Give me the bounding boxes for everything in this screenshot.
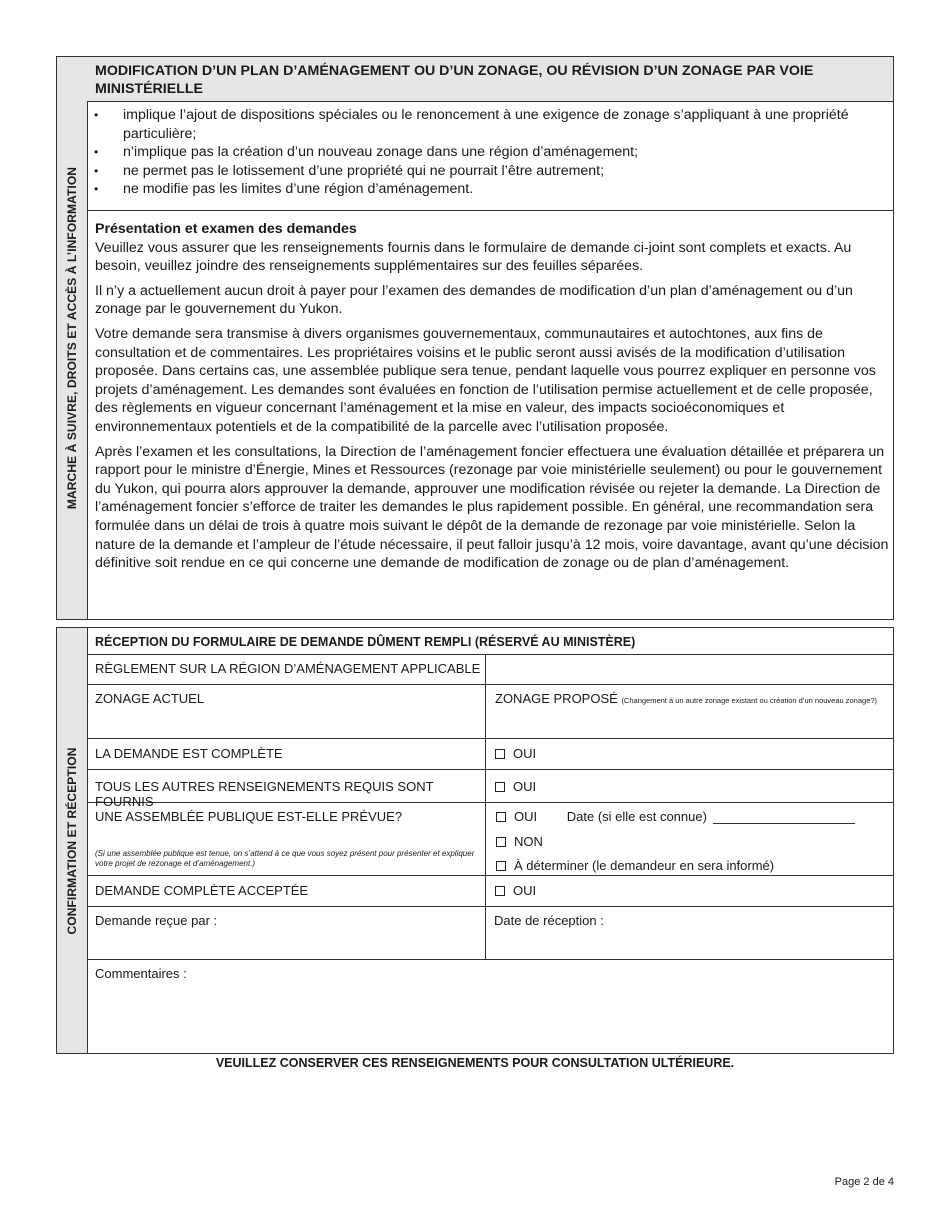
commentaires-label: Commentaires : — [95, 966, 187, 981]
date-reception-label: Date de réception : — [494, 913, 604, 928]
presentation-block — [95, 220, 891, 579]
recue-par-label: Demande reçue par : — [95, 913, 218, 928]
presentation-title: Présentation et examen des demandes — [95, 221, 357, 237]
reception-header: RÉCEPTION DU FORMULAIRE DE DEMANDE DÛMENT REMPLI (RÉSERVÉ AU MINISTÈRE) — [95, 635, 636, 649]
zonage-actuel-field[interactable] — [87, 685, 486, 738]
oui-label: OUI — [513, 883, 537, 898]
list-item: • implique l’ajout de dispositions spéciales ou le renoncement à une exigence de zonage s’appliquant à une propriété particulière; — [94, 107, 849, 142]
list-item: • ne modifie pas les limites d’une région d’aménagement. — [94, 181, 474, 197]
date-connue-label: Date (si elle est connue) — [566, 809, 707, 824]
bullet-icon: • — [94, 163, 99, 178]
procedure-sidebar-label: MARCHE À SUIVRE, DROITS ET ACCÈS À L’INFORMATION — [65, 166, 79, 510]
acceptee-label: DEMANDE COMPLÈTE ACCEPTÉE — [87, 876, 486, 906]
list-item: • ne permet pas le lotissement d’une propriété qui ne pourrait l’être autrement; — [94, 162, 605, 179]
oui-label: OUI — [514, 809, 538, 824]
non-label: NON — [514, 834, 543, 849]
confirmation-section — [56, 627, 894, 1054]
date-connue-input[interactable] — [713, 811, 855, 824]
bullet-icon: • — [94, 182, 99, 196]
zonage-propose-field[interactable] — [486, 685, 893, 738]
procedure-sidebar — [57, 57, 88, 619]
commentaires-field[interactable] — [87, 960, 893, 1053]
keep-info-note: VEUILLEZ CONSERVER CES RENSEIGNEMENTS POUR CONSULTATION ULTÉRIEURE. — [215, 1056, 735, 1070]
section-header-line1: MODIFICATION D’UN PLAN D’AMÉNAGEMENT OU D’UN ZONAGE, OU RÉVISION D’UN ZONAGE PAR VOIE — [95, 63, 814, 79]
bullet-icon: • — [94, 145, 99, 159]
bullet-icon: • — [94, 108, 99, 122]
acceptee-oui-checkbox[interactable] — [495, 886, 505, 896]
conditions-list — [87, 102, 893, 211]
assemblee-non-checkbox[interactable] — [496, 837, 506, 847]
confirmation-sidebar-label: CONFIRMATION ET RÉCEPTION — [65, 747, 79, 934]
assemblee-oui-checkbox[interactable] — [496, 812, 506, 822]
paragraph: Il n’y a actuellement aucun droit à payer pour l’examen des demandes de modification d’un plan d’aménagement ou d’un zonage par le gouvernement du Yukon. — [95, 282, 853, 318]
page-number: Page 2 de 4 — [834, 1176, 894, 1188]
section-header-line2: MINISTÉRIELLE — [95, 81, 203, 97]
date-reception-field[interactable] — [486, 907, 893, 959]
assemblee-a-determiner-checkbox[interactable] — [496, 861, 506, 871]
reglement-field[interactable] — [486, 655, 893, 684]
a-determiner-label: À déterminer (le demandeur en sera informé) — [514, 858, 775, 873]
demande-complete-label: LA DEMANDE EST COMPLÈTE — [87, 739, 486, 769]
paragraph: Votre demande sera transmise à divers organismes gouvernementaux, communautaires et autochtones, aux fins de consultation et de commentaires. Les propriétaires voisins et le public seront aussi avisés de la modification d’utilisation proposée. Dans certains cas, une assemblée publique sera tenue, pendant laquelle vous pourrez expliquer en personne vos projets d’aménagement. Les demandes sont évaluées en fonction de l’utilisation permise actuellement et de celle proposée, des règlements en vigueur concernant l’aménagement et la mise en valeur, des impacts socioéconomiques et environnementaux potentiels et de la compatibilité de la parcelle avec l’utilisation proposée. — [95, 325, 876, 435]
paragraph: Après l’examen et les consultations, la Direction de l’aménagement foncier effectuera une évaluation détaillée et préparera un rapport pour le ministre d’Énergie, Mines et Ressources (rezonage par voie ministérielle seulement) ou pour le gouvernement du Yukon, qui pourra alors approuver la demande, approuver une modification révisée ou rejeter la demande. La Direction de l’aménagement foncier s’efforce de traiter les demandes le plus rapidement possible. En général, une recommandation sera formulée dans un délai de trois à quatre mois suivant le dépôt de la demande de rezonage par voie ministérielle. Selon la nature de la demande et l’ampleur de l’étude nécessaire, il peut falloir jusqu’à 12 mois, voire davantage, avant qu’une décision définitive soit rendue en ce qui concerne une demande de modification de zonage ou de plan d’aménagement. — [95, 443, 889, 572]
reglement-label: RÈGLEMENT SUR LA RÉGION D’AMÉNAGEMENT APPLICABLE — [87, 655, 486, 684]
assemblee-label: UNE ASSEMBLÉE PUBLIQUE EST-ELLE PRÉVUE? — [95, 809, 403, 824]
section-header — [87, 57, 893, 102]
oui-label: OUI — [513, 746, 537, 761]
renseignements-label: TOUS LES AUTRES RENSEIGNEMENTS REQUIS SONT FOURNIS — [87, 770, 486, 802]
list-item: • n’implique pas la création d’un nouveau zonage dans une région d’aménagement; — [94, 144, 639, 160]
renseignements-oui-checkbox[interactable] — [495, 782, 505, 792]
zonage-propose-note: (Changement à un autre zonage existant ou création d’un nouveau zonage?) — [621, 696, 878, 705]
paragraph: Veuillez vous assurer que les renseignements fournis dans le formulaire de demande ci-joint sont complets et exacts. Au besoin, veuillez joindre des renseignements supplémentaires sur des feuilles séparées. — [95, 239, 852, 275]
assemblee-note: (Si une assemblée publique est tenue, on s’attend à ce que vous soyez présent pour présenter et expliquer votre projet de rezonage et d’aménagement.) — [95, 849, 475, 868]
zonage-actuel-label: ZONAGE ACTUEL — [95, 691, 205, 706]
oui-label: OUI — [513, 779, 537, 794]
recue-par-field[interactable] — [87, 907, 486, 959]
procedure-section — [56, 56, 894, 620]
demande-complete-oui-checkbox[interactable] — [495, 749, 505, 759]
confirmation-sidebar — [57, 628, 88, 1053]
zonage-propose-label: ZONAGE PROPOSÉ — [495, 691, 618, 706]
